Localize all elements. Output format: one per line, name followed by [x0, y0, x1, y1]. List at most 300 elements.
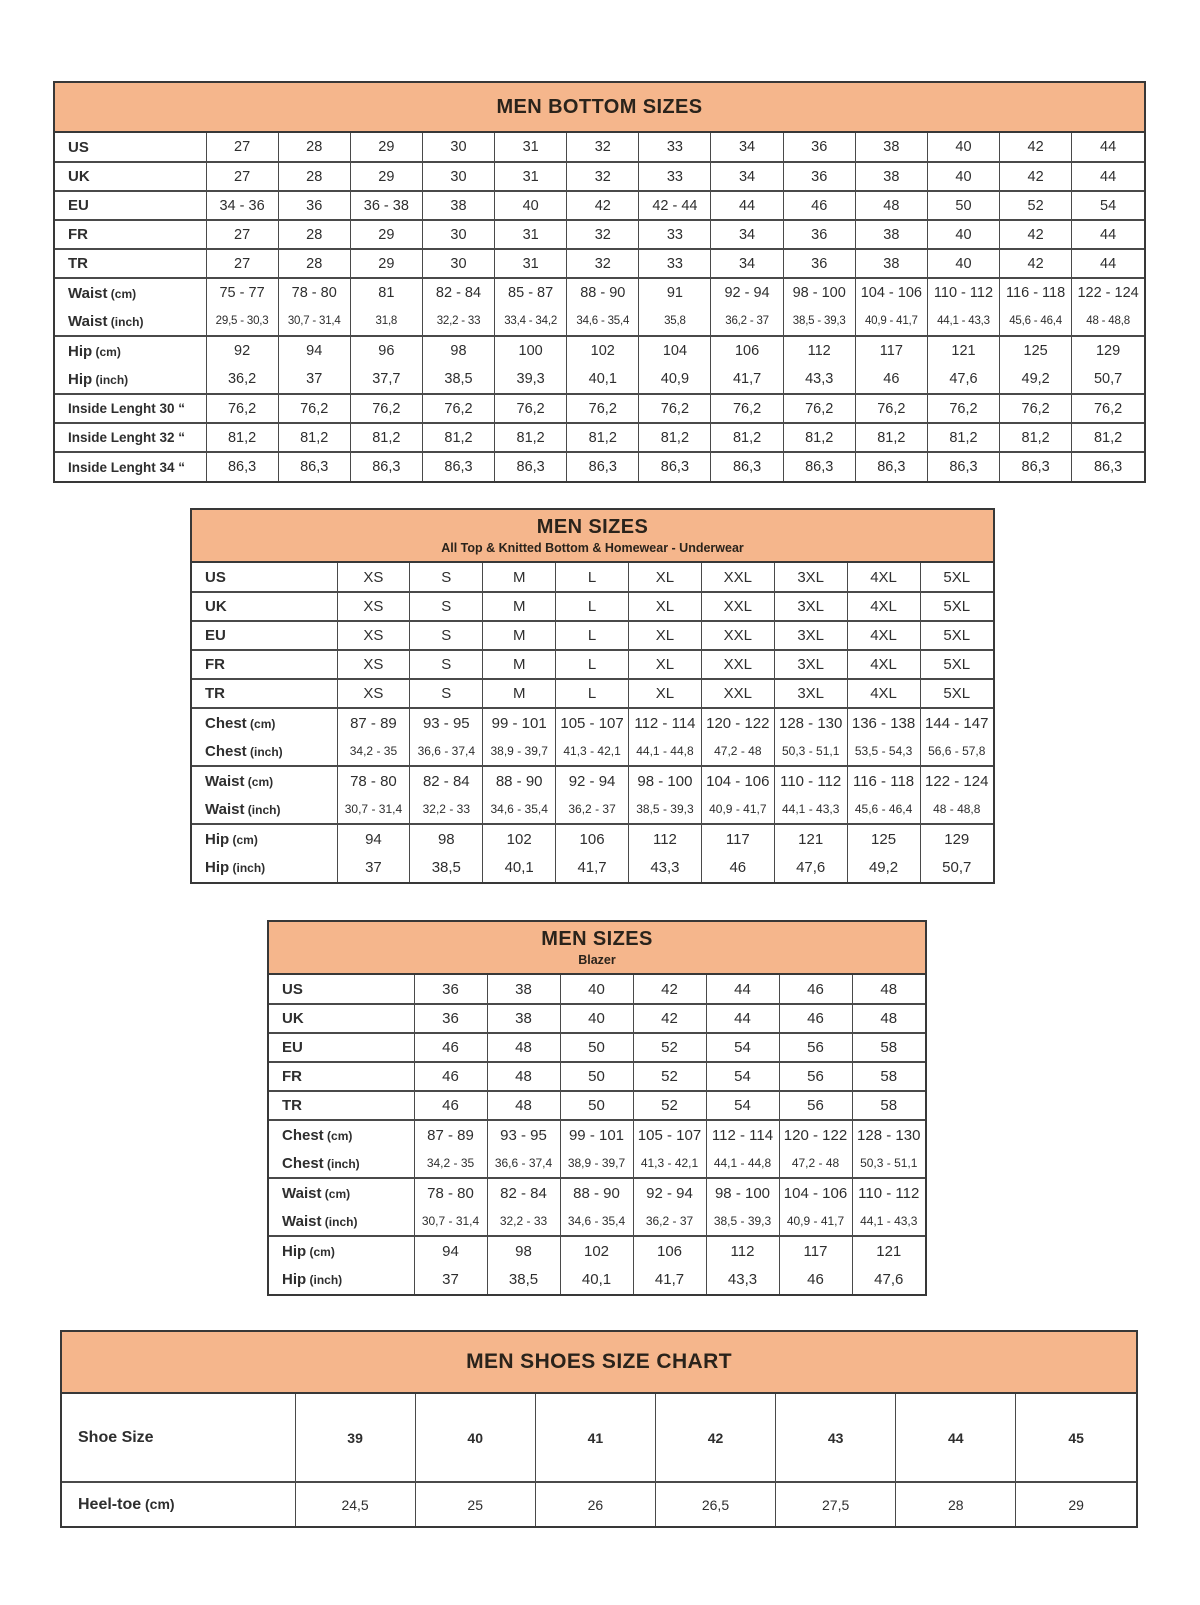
row-label-unit: (cm): [141, 1495, 175, 1512]
table-cell: 34: [711, 249, 783, 278]
table-cell: 99 - 101: [483, 708, 556, 737]
row-label: [192, 563, 337, 592]
section-heel-toe: [62, 1482, 1136, 1526]
table-cell: 36,6 - 37,4: [410, 737, 483, 766]
table-cell: 36: [783, 133, 855, 162]
table-cell: 50,7: [920, 853, 993, 882]
row-label-text: UK: [282, 1010, 304, 1027]
row-label-text: Hip: [205, 859, 230, 876]
section-inside-lenght-34: [55, 452, 1144, 481]
table-cell: 41: [535, 1394, 655, 1482]
table-cell: 26,5: [655, 1482, 775, 1526]
table-cell: 112: [783, 336, 855, 365]
row-label-text: US: [68, 138, 89, 156]
table-cell: L: [556, 621, 629, 650]
row-label-text: UK: [205, 598, 227, 615]
table-cell: 121: [927, 336, 999, 365]
table-cell: 121: [852, 1236, 925, 1265]
table-cell: 48 - 48,8: [920, 795, 993, 824]
table-cell: 86,3: [422, 452, 494, 481]
table-cell: 5XL: [920, 592, 993, 621]
table-cell: XL: [629, 650, 702, 679]
table-cell: XXL: [701, 621, 774, 650]
table-cell: XS: [337, 650, 410, 679]
section-us-row: [55, 133, 1144, 162]
table-men-sizes-blazer: [267, 920, 927, 1296]
table-cell: 27: [206, 133, 278, 162]
section-chest: [192, 708, 993, 766]
row-label: [55, 452, 206, 481]
table-cell: 40: [927, 249, 999, 278]
table-cell: 5XL: [920, 650, 993, 679]
table-cell: 78 - 80: [414, 1178, 487, 1207]
row-label: [62, 1394, 295, 1482]
table-cell: 25: [415, 1482, 535, 1526]
table-cell: 86,3: [1000, 452, 1072, 481]
table-cell: 50,3 - 51,1: [774, 737, 847, 766]
table-cell: 144 - 147: [920, 708, 993, 737]
table-cell: 42: [1000, 162, 1072, 191]
table-cell: 28: [278, 133, 350, 162]
table-cell: 42: [633, 975, 706, 1004]
table-cell: 44,1 - 43,3: [774, 795, 847, 824]
table-cell: 81,2: [567, 423, 639, 452]
table-cell: 116 - 118: [1000, 278, 1072, 307]
table-cell: 40,1: [567, 365, 639, 394]
table-cell: 33: [639, 162, 711, 191]
table-cell: 34,6 - 35,4: [560, 1207, 633, 1236]
row-label-unit: (inch): [107, 314, 144, 329]
table-row: [269, 1120, 925, 1149]
table-cell: 45,6 - 46,4: [1000, 307, 1072, 336]
table-row: [55, 423, 1144, 452]
table-cell: 85 - 87: [495, 278, 567, 307]
table-cell: 47,6: [852, 1265, 925, 1294]
row-label-text: Hip: [205, 830, 230, 848]
table-row: [269, 1091, 925, 1120]
table-cell: 36 - 38: [350, 191, 422, 220]
table-cell: XXL: [701, 650, 774, 679]
row-label: [55, 336, 206, 365]
table-cell: 122 - 124: [920, 766, 993, 795]
table-cell: 81,2: [206, 423, 278, 452]
table-cell: 87 - 89: [337, 708, 410, 737]
table-cell: 94: [337, 824, 410, 853]
section-fr-row: [192, 650, 993, 679]
table-cell: 81,2: [278, 423, 350, 452]
table-cell: 128 - 130: [852, 1120, 925, 1149]
row-label-text: Hip: [68, 342, 93, 360]
table-cell: 46: [855, 365, 927, 394]
table-cell: 3XL: [774, 592, 847, 621]
row-label-text: Chest: [282, 1126, 324, 1144]
table-row: [269, 1033, 925, 1062]
table-cell: 34 - 36: [206, 191, 278, 220]
table-cell: 44,1 - 43,3: [852, 1207, 925, 1236]
section-waist: [269, 1178, 925, 1236]
row-label-unit: (cm): [229, 832, 258, 847]
row-label: [55, 278, 206, 307]
table-cell: 42: [1000, 220, 1072, 249]
table-cell: 27: [206, 220, 278, 249]
table-cell: 34,2 - 35: [414, 1149, 487, 1178]
row-label-text: Waist: [205, 800, 245, 818]
table-cell: 56: [779, 1091, 852, 1120]
table-cell: 102: [567, 336, 639, 365]
table-cell: 49,2: [1000, 365, 1072, 394]
table-cell: 38: [855, 220, 927, 249]
table-cell: 30: [422, 249, 494, 278]
table-cell: 40: [927, 220, 999, 249]
section-us-row: [269, 975, 925, 1004]
table-cell: 41,7: [556, 853, 629, 882]
table-row: [192, 621, 993, 650]
row-label-unit: (cm): [92, 344, 121, 359]
table-cell: 87 - 89: [414, 1120, 487, 1149]
table-cell: 37: [278, 365, 350, 394]
row-label-text: Waist: [282, 1212, 322, 1230]
table-cell: 52: [1000, 191, 1072, 220]
row-label-text: Waist: [282, 1184, 322, 1202]
table-cell: 44: [1072, 133, 1144, 162]
table-cell: 36: [783, 220, 855, 249]
table-cell: 44: [1072, 249, 1144, 278]
table-row: [269, 1207, 925, 1236]
table-cell: XS: [337, 563, 410, 592]
row-label-text: FR: [282, 1068, 302, 1085]
table-cell: 136 - 138: [847, 708, 920, 737]
table-cell: 86,3: [711, 452, 783, 481]
table-cell: 48 - 48,8: [1072, 307, 1144, 336]
table-cell: 56: [779, 1033, 852, 1062]
table-cell: S: [410, 563, 483, 592]
section-eu-row: [55, 191, 1144, 220]
table-cell: 27: [206, 249, 278, 278]
table-row: [192, 853, 993, 882]
table-cell: 82 - 84: [487, 1178, 560, 1207]
table-cell: 40: [927, 162, 999, 191]
table-cell: 38,9 - 39,7: [483, 737, 556, 766]
table-cell: 110 - 112: [774, 766, 847, 795]
table-cell: 86,3: [206, 452, 278, 481]
row-label-text: Hip: [68, 370, 93, 388]
row-label-text: Waist: [68, 312, 108, 330]
table-cell: 78 - 80: [278, 278, 350, 307]
table-cell: 5XL: [920, 679, 993, 708]
table-cell: 37: [337, 853, 410, 882]
table-cell: 47,6: [774, 853, 847, 882]
row-label: [192, 766, 337, 795]
table-cell: 78 - 80: [337, 766, 410, 795]
table-row: [55, 452, 1144, 481]
table-cell: 38,5 - 39,3: [706, 1207, 779, 1236]
table-row: [192, 824, 993, 853]
table-cell: 105 - 107: [633, 1120, 706, 1149]
table-cell: XL: [629, 563, 702, 592]
table-header: [269, 922, 925, 975]
table-cell: XS: [337, 592, 410, 621]
table-cell: 92: [206, 336, 278, 365]
table-cell: S: [410, 650, 483, 679]
table-cell: 36: [783, 249, 855, 278]
row-label-text: Waist: [205, 772, 245, 790]
table-cell: 31: [495, 220, 567, 249]
table-cell: 112 - 114: [706, 1120, 779, 1149]
row-label-text: Inside Lenght 32 “: [68, 430, 186, 445]
row-label-unit: (inch): [321, 1214, 358, 1229]
table-cell: 3XL: [774, 650, 847, 679]
table-cell: 86,3: [639, 452, 711, 481]
row-label-text: Chest: [205, 714, 247, 732]
table-cell: 48: [487, 1033, 560, 1062]
table-cell: 46: [783, 191, 855, 220]
table-cell: 129: [1072, 336, 1144, 365]
row-label-unit: (inch): [323, 1156, 360, 1171]
table-cell: 38: [487, 1004, 560, 1033]
table-cell: 93 - 95: [410, 708, 483, 737]
table-cell: 50: [560, 1033, 633, 1062]
table-cell: 81,2: [422, 423, 494, 452]
table-cell: 42: [1000, 249, 1072, 278]
section-hip: [55, 336, 1144, 394]
table-cell: 32: [567, 133, 639, 162]
table-cell: 40: [560, 975, 633, 1004]
table-cell: 86,3: [495, 452, 567, 481]
table-cell: 92 - 94: [711, 278, 783, 307]
row-label: [269, 1178, 414, 1207]
row-label: [55, 133, 206, 162]
table-cell: 38: [422, 191, 494, 220]
table-row: [55, 133, 1144, 162]
row-label: [55, 162, 206, 191]
table-cell: 93 - 95: [487, 1120, 560, 1149]
row-label: [62, 1482, 295, 1526]
row-label: [192, 650, 337, 679]
table-cell: 48: [852, 975, 925, 1004]
table-cell: 129: [920, 824, 993, 853]
row-label: [269, 1004, 414, 1033]
table-cell: 99 - 101: [560, 1120, 633, 1149]
table-cell: 48: [855, 191, 927, 220]
table-cell: 32,2 - 33: [410, 795, 483, 824]
table-cell: 28: [896, 1482, 1016, 1526]
table-cell: 54: [706, 1062, 779, 1091]
row-label: [192, 592, 337, 621]
table-title: MEN SIZES: [541, 928, 653, 950]
row-label: [269, 1149, 414, 1178]
row-label: [269, 1091, 414, 1120]
table-cell: 81,2: [783, 423, 855, 452]
row-label-text: Inside Lenght 30 “: [68, 401, 186, 416]
table-cell: 36,2 - 37: [711, 307, 783, 336]
table-cell: 86,3: [278, 452, 350, 481]
table-cell: 3XL: [774, 621, 847, 650]
table-header: [62, 1332, 1136, 1394]
table-cell: 37,7: [350, 365, 422, 394]
table-cell: 47,2 - 48: [701, 737, 774, 766]
table-cell: 50: [560, 1062, 633, 1091]
table-cell: 58: [852, 1033, 925, 1062]
table-cell: 32: [567, 249, 639, 278]
table-cell: 36: [278, 191, 350, 220]
table-cell: M: [483, 650, 556, 679]
table-cell: 38,5 - 39,3: [629, 795, 702, 824]
row-label-text: Waist: [68, 284, 108, 302]
table-cell: 29: [350, 220, 422, 249]
table-row: [55, 307, 1144, 336]
table-cell: 102: [560, 1236, 633, 1265]
table-cell: 86,3: [855, 452, 927, 481]
table-cell: 29,5 - 30,3: [206, 307, 278, 336]
table-row: [192, 650, 993, 679]
table-cell: 86,3: [567, 452, 639, 481]
table-cell: 104 - 106: [855, 278, 927, 307]
table-cell: 26: [535, 1482, 655, 1526]
table-cell: 4XL: [847, 650, 920, 679]
table-cell: 34,6 - 35,4: [567, 307, 639, 336]
table-cell: L: [556, 650, 629, 679]
table-cell: 46: [414, 1033, 487, 1062]
table-cell: XL: [629, 679, 702, 708]
table-cell: 98 - 100: [706, 1178, 779, 1207]
table-cell: 43,3: [783, 365, 855, 394]
table-cell: 48: [487, 1091, 560, 1120]
table-subtitle: Blazer: [578, 953, 616, 967]
table-row: [269, 1236, 925, 1265]
table-row: [192, 592, 993, 621]
section-shoe-size: [62, 1394, 1136, 1482]
table-row: [55, 336, 1144, 365]
row-label: [192, 824, 337, 853]
table-cell: 76,2: [783, 394, 855, 423]
table-cell: 38: [855, 162, 927, 191]
table-cell: 40,1: [483, 853, 556, 882]
row-label-text: US: [282, 980, 303, 998]
table-cell: 4XL: [847, 563, 920, 592]
table-cell: S: [410, 592, 483, 621]
table-header: [192, 510, 993, 563]
row-label: [269, 1033, 414, 1062]
table-cell: XL: [629, 592, 702, 621]
table-row: [192, 766, 993, 795]
table-cell: 34: [711, 220, 783, 249]
table-cell: 86,3: [927, 452, 999, 481]
table-cell: 44,1 - 43,3: [927, 307, 999, 336]
table-row: [269, 1149, 925, 1178]
table-title: MEN BOTTOM SIZES: [496, 95, 703, 118]
table-cell: 56,6 - 57,8: [920, 737, 993, 766]
table-cell: 98: [422, 336, 494, 365]
row-label-text: TR: [68, 255, 88, 272]
row-label: [55, 394, 206, 423]
table-cell: 42: [567, 191, 639, 220]
table-cell: 128 - 130: [774, 708, 847, 737]
table-cell: 37: [414, 1265, 487, 1294]
row-label-text: Chest: [282, 1154, 324, 1172]
table-cell: 116 - 118: [847, 766, 920, 795]
table-cell: 110 - 112: [927, 278, 999, 307]
table-cell: 28: [278, 249, 350, 278]
table-row: [192, 563, 993, 592]
table-cell: 98: [410, 824, 483, 853]
table-cell: 91: [639, 278, 711, 307]
row-label: [55, 365, 206, 394]
table-cell: 38: [855, 249, 927, 278]
row-label-unit: (cm): [107, 286, 137, 301]
row-label-unit: (inch): [244, 802, 281, 817]
row-label-unit: (inch): [229, 861, 266, 875]
table-cell: 112: [706, 1236, 779, 1265]
table-cell: 34,2 - 35: [337, 737, 410, 766]
table-cell: 33: [639, 220, 711, 249]
table-cell: 88 - 90: [560, 1178, 633, 1207]
section-inside-lenght-32: [55, 423, 1144, 452]
table-cell: 3XL: [774, 563, 847, 592]
size-table: [192, 563, 993, 882]
table-cell: 44: [706, 1004, 779, 1033]
table-cell: 50: [927, 191, 999, 220]
table-cell: 30: [422, 162, 494, 191]
table-cell: 28: [278, 220, 350, 249]
table-cell: 44: [1072, 162, 1144, 191]
table-cell: 38,5: [410, 853, 483, 882]
table-cell: 81,2: [639, 423, 711, 452]
table-cell: 102: [483, 824, 556, 853]
table-cell: 120 - 122: [779, 1120, 852, 1149]
table-cell: 104 - 106: [701, 766, 774, 795]
table-cell: 46: [701, 853, 774, 882]
table-cell: 82 - 84: [422, 278, 494, 307]
row-label-text: Inside Lenght 34 “: [68, 459, 186, 475]
table-cell: M: [483, 679, 556, 708]
table-cell: 76,2: [350, 394, 422, 423]
table-cell: 48: [487, 1062, 560, 1091]
table-cell: 5XL: [920, 563, 993, 592]
table-cell: 82 - 84: [410, 766, 483, 795]
section-chest: [269, 1120, 925, 1178]
table-cell: XXL: [701, 592, 774, 621]
row-label-text: Chest: [205, 742, 247, 760]
row-label-unit: (cm): [323, 1128, 353, 1143]
table-cell: 27: [206, 162, 278, 191]
table-cell: L: [556, 679, 629, 708]
table-men-sizes-tops: [190, 508, 995, 884]
table-row: [192, 737, 993, 766]
table-cell: 110 - 112: [852, 1178, 925, 1207]
table-cell: 32,2 - 33: [422, 307, 494, 336]
table-cell: XXL: [701, 563, 774, 592]
table-row: [269, 1178, 925, 1207]
table-cell: 40: [927, 133, 999, 162]
table-cell: 43: [776, 1394, 896, 1482]
row-label-unit: (cm): [306, 1244, 335, 1259]
row-label: [269, 1236, 414, 1265]
table-cell: 75 - 77: [206, 278, 278, 307]
table-cell: 36,2 - 37: [556, 795, 629, 824]
table-cell: 76,2: [422, 394, 494, 423]
table-cell: 36: [414, 1004, 487, 1033]
table-cell: 81,2: [855, 423, 927, 452]
table-cell: 44: [896, 1394, 1016, 1482]
table-cell: 31: [495, 249, 567, 278]
table-cell: 76,2: [206, 394, 278, 423]
row-label-text: Hip: [282, 1271, 307, 1288]
table-cell: 86,3: [1072, 452, 1144, 481]
row-label: [192, 795, 337, 824]
table-cell: 98 - 100: [783, 278, 855, 307]
table-cell: 40,9: [639, 365, 711, 394]
section-hip: [269, 1236, 925, 1294]
